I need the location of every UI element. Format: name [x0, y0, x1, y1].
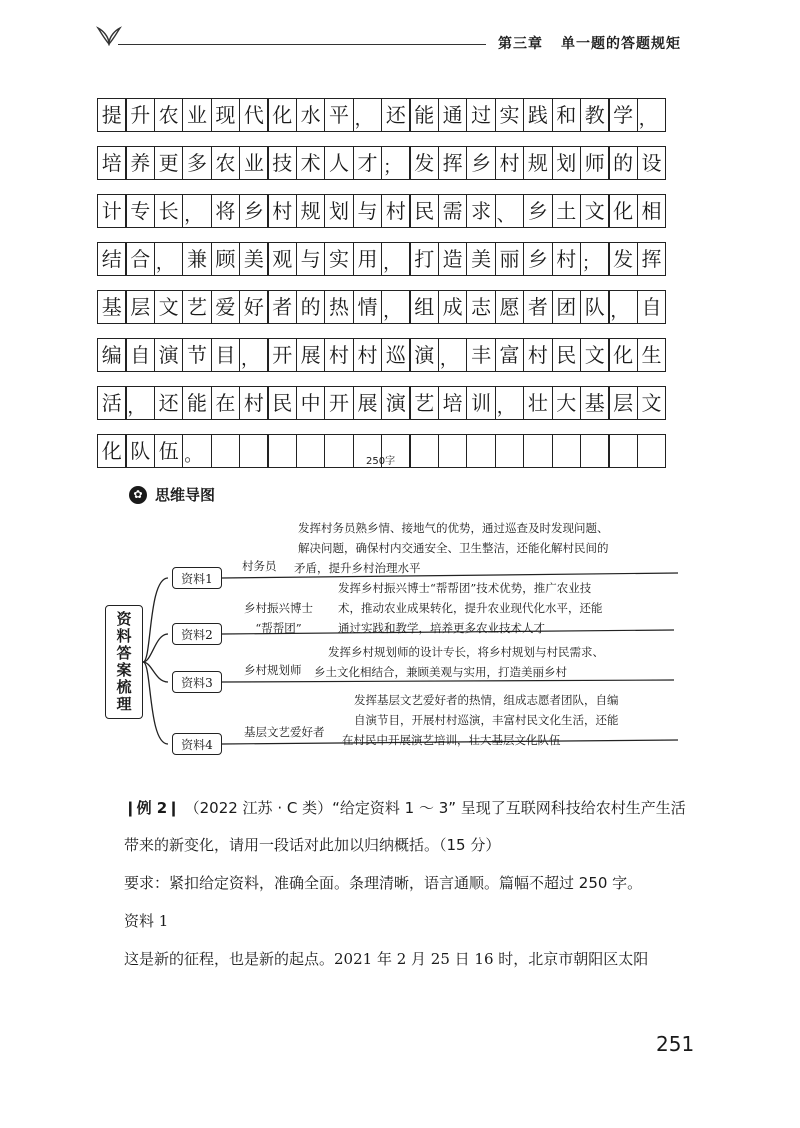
- grid-char: 组: [414, 295, 435, 319]
- grid-char: 活: [101, 391, 122, 415]
- material-title: 资料 1: [124, 912, 169, 930]
- grid-char: 、: [496, 205, 515, 226]
- detail-4-line: 发挥基层文艺爱好者的热情，组成志愿者团队，自编: [354, 693, 619, 707]
- grid-char: 村: [329, 343, 350, 367]
- grid-char: 中: [300, 391, 321, 415]
- grid-char: 村: [385, 199, 406, 223]
- mindmap-root: 资料答案梳理: [105, 605, 143, 719]
- material-text: 这是新的征程，也是新的起点。2021 年 2 月 25 日 16 时，北京市朝阳区太阳: [124, 950, 649, 968]
- subject-4: 基层文艺爱好者: [244, 725, 325, 739]
- grid-char: 结: [101, 247, 122, 271]
- grid-char: 节: [187, 343, 208, 367]
- grid-char: 能: [414, 103, 435, 127]
- grid-char: 规: [527, 151, 548, 175]
- grid-char: 人: [329, 151, 350, 175]
- grid-char: 用: [357, 247, 378, 271]
- grid-char: 观: [272, 247, 293, 271]
- grid-char: 学: [613, 103, 634, 127]
- grid-char: 术: [300, 151, 321, 175]
- grid-char: 富: [499, 343, 520, 367]
- grid-char: 艺: [414, 391, 435, 415]
- grid-char: 和: [556, 103, 577, 127]
- grid-char: 业: [187, 103, 208, 127]
- grid-char: 展: [357, 391, 378, 415]
- grid-char: 自: [130, 343, 151, 367]
- grid-char: 层: [130, 295, 151, 319]
- grid-char: 编: [101, 343, 122, 367]
- grid-char: 演: [158, 343, 179, 367]
- grid-char: 土: [556, 199, 577, 223]
- grid-char: 与: [300, 247, 321, 271]
- grid-char: 愿: [499, 295, 520, 319]
- detail-2-line: 发挥乡村振兴博士“帮帮团”技术优势，推广农业技: [338, 581, 592, 595]
- grid-char: 现: [215, 103, 236, 127]
- grid-char: 践: [527, 103, 548, 127]
- grid-char: 者: [527, 295, 548, 319]
- grid-char: 大: [556, 391, 577, 415]
- grid-char: 顾: [215, 247, 236, 271]
- subject-3: 乡村规划师: [244, 663, 302, 677]
- grid-char: ，: [241, 349, 260, 370]
- grid-char: ；: [581, 253, 600, 274]
- grid-char: 村: [556, 247, 577, 271]
- grid-char: ，: [383, 253, 402, 274]
- detail-4-line: 自演节目，开展村村巡演，丰富村民文化生活，还能: [354, 713, 619, 727]
- grid-char: 化: [272, 103, 293, 127]
- grid-char: 村: [527, 343, 548, 367]
- grid-char: 兼: [187, 247, 208, 271]
- grid-char: 长: [158, 199, 179, 223]
- grid-char: ，: [354, 109, 373, 130]
- grid-char: 演: [414, 343, 435, 367]
- detail-1-line: 矛盾，提升乡村治理水平: [294, 561, 421, 575]
- detail-1: [294, 518, 609, 578]
- grid-char: 伍: [158, 439, 179, 463]
- grid-char: 教: [584, 103, 605, 127]
- grid-char: 美: [243, 247, 264, 271]
- grid-char: 过: [471, 103, 492, 127]
- grid-char: 通: [442, 103, 463, 127]
- detail-2-line: 通过实践和教学，培养更多农业技术人才: [338, 621, 545, 635]
- grid-char: 志: [471, 295, 492, 319]
- grid-char: 还: [385, 103, 406, 127]
- subject-2: [244, 598, 313, 638]
- grid-char: 培: [101, 151, 122, 175]
- grid-char: ，: [496, 397, 515, 418]
- grid-char: 造: [442, 247, 463, 271]
- grid-char: 开: [329, 391, 350, 415]
- grid-char: 好: [243, 295, 264, 319]
- grid-char: 展: [300, 343, 321, 367]
- grid-char: 开: [272, 343, 293, 367]
- detail-1-line: 发挥村务员熟乡情、接地气的优势，通过巡查及时发现问题、: [298, 521, 609, 535]
- grid-char: 农: [158, 103, 179, 127]
- grid-char: 队: [584, 295, 605, 319]
- grid-char: 民: [414, 199, 435, 223]
- grid-char: 生: [641, 343, 662, 367]
- grid-char: 设: [641, 151, 662, 175]
- grid-char: 需: [442, 199, 463, 223]
- grid-char: 提: [101, 103, 122, 127]
- grid-char: 将: [215, 199, 236, 223]
- grid-char: 水: [300, 103, 321, 127]
- grid-char: 养: [130, 151, 151, 175]
- node-material-1: 资料1: [172, 567, 222, 589]
- grid-char: ，: [184, 205, 203, 226]
- grid-char: 多: [187, 151, 208, 175]
- grid-char: 发: [613, 247, 634, 271]
- grid-char: 挥: [442, 151, 463, 175]
- grid-char: 文: [158, 295, 179, 319]
- grid-char: 丰: [471, 343, 492, 367]
- chapter-label: 第三章: [498, 36, 543, 52]
- subject-1: 村务员: [242, 559, 277, 573]
- grid-char: 化: [613, 343, 634, 367]
- grid-char: 训: [471, 391, 492, 415]
- grid-char: 打: [414, 247, 435, 271]
- grid-char: 。: [184, 445, 203, 466]
- grid-char: 的: [613, 151, 634, 175]
- detail-3: [314, 642, 604, 682]
- grid-char: 乡: [243, 199, 264, 223]
- detail-1-line: 解决问题，确保村内交通安全、卫生整洁，还能化解村民间的: [298, 541, 609, 555]
- grid-char: 巡: [385, 343, 406, 367]
- mindmap-title: 思维导图: [155, 486, 216, 504]
- grid-char: 爱: [215, 295, 236, 319]
- grid-char: 规: [300, 199, 321, 223]
- grid-char: 民: [272, 391, 293, 415]
- grid-char: ，: [610, 301, 629, 322]
- node-material-4: 资料4: [172, 733, 222, 755]
- grid-char: 实: [499, 103, 520, 127]
- grid-char: ，: [638, 109, 657, 130]
- grid-char: 师: [584, 151, 605, 175]
- question-line-2: 带来的新变化，请用一段话对此加以归纳概括。（15 分）: [124, 836, 501, 854]
- subject-2-line-2: “帮帮团”: [255, 621, 302, 635]
- grid-char: ，: [439, 349, 458, 370]
- grid-char: 挥: [641, 247, 662, 271]
- grid-char: 目: [215, 343, 236, 367]
- grid-char: 村: [357, 343, 378, 367]
- grid-char: 演: [385, 391, 406, 415]
- grid-char: 还: [158, 391, 179, 415]
- grid-char: 培: [442, 391, 463, 415]
- grid-char: 基: [101, 295, 122, 319]
- question-line-1: [124, 797, 686, 820]
- grid-char: 技: [272, 151, 293, 175]
- grid-char: 村: [243, 391, 264, 415]
- grid-char: ，: [127, 397, 146, 418]
- grid-char: 层: [613, 391, 634, 415]
- chapter-title: 单一题的答题规矩: [561, 36, 681, 52]
- word-count-label: 250字: [366, 456, 396, 467]
- grid-char: 乡: [527, 247, 548, 271]
- grid-char: 情: [357, 295, 378, 319]
- grid-char: 计: [101, 199, 122, 223]
- grid-char: 专: [130, 199, 151, 223]
- detail-3-line: 发挥乡村规划师的设计专长，将乡村规划与村民需求、: [328, 645, 604, 659]
- grid-char: ；: [383, 157, 402, 178]
- grid-char: 能: [187, 391, 208, 415]
- grid-char: 平: [329, 103, 350, 127]
- grid-char: 团: [556, 295, 577, 319]
- grid-char: 艺: [187, 295, 208, 319]
- grid-char: 业: [243, 151, 264, 175]
- grid-char: 自: [641, 295, 662, 319]
- grid-char: 才: [357, 151, 378, 175]
- grid-char: 农: [215, 151, 236, 175]
- grid-char: 升: [130, 103, 151, 127]
- grid-char: 美: [471, 247, 492, 271]
- detail-2: [338, 578, 603, 638]
- grid-char: 乡: [471, 151, 492, 175]
- node-material-2: 资料2: [172, 623, 222, 645]
- grid-char: 民: [556, 343, 577, 367]
- grid-char: 乡: [527, 199, 548, 223]
- subject-2-line-1: 乡村振兴博士: [244, 601, 313, 615]
- grid-char: 者: [272, 295, 293, 319]
- grid-char: 村: [499, 151, 520, 175]
- grid-char: 成: [442, 295, 463, 319]
- grid-char: 代: [243, 103, 264, 127]
- grid-char: 的: [300, 295, 321, 319]
- example-label: ❙例 2❙: [124, 799, 180, 817]
- grid-char: 求: [471, 199, 492, 223]
- grid-char: 划: [556, 151, 577, 175]
- grid-char: 文: [584, 199, 605, 223]
- grid-char: 更: [158, 151, 179, 175]
- grid-char: 在: [215, 391, 236, 415]
- grid-char: 实: [329, 247, 350, 271]
- question-text-1: （2022 江苏 · C 类）“给定资料 1 ～ 3” 呈现了互联网科技给农村生产生活: [184, 799, 686, 817]
- grid-char: 村: [272, 199, 293, 223]
- detail-4: [342, 690, 619, 750]
- grid-char: 划: [329, 199, 350, 223]
- grid-char: 热: [329, 295, 350, 319]
- grid-char: 基: [584, 391, 605, 415]
- grid-char: 文: [641, 391, 662, 415]
- grid-char: 合: [130, 247, 151, 271]
- detail-2-line: 术，推动农业成果转化，提升农业现代化水平，还能: [338, 601, 603, 615]
- grid-char: ，: [383, 301, 402, 322]
- grid-char: 队: [130, 439, 151, 463]
- grid-char: ，: [155, 253, 174, 274]
- grid-char: 化: [101, 439, 122, 463]
- example-label-text: 例 2: [136, 799, 168, 817]
- detail-3-line: 乡土文化相结合，兼顾美观与实用，打造美丽乡村: [314, 665, 567, 679]
- node-material-3: 资料3: [172, 671, 222, 693]
- grid-char: 与: [357, 199, 378, 223]
- grid-char: 发: [414, 151, 435, 175]
- flower-icon: ✿: [129, 486, 147, 504]
- grid-char: 相: [641, 199, 662, 223]
- grid-char: 文: [584, 343, 605, 367]
- page-number: 251: [656, 1032, 695, 1056]
- question-requirement: 要求：紧扣给定资料，准确全面。条理清晰，语言通顺。篇幅不超过 250 字。: [124, 874, 643, 892]
- grid-char: 丽: [499, 247, 520, 271]
- grid-char: 壮: [527, 391, 548, 415]
- detail-4-line: 在村民中开展演艺培训，壮大基层文化队伍: [342, 733, 561, 747]
- grid-char: 化: [613, 199, 634, 223]
